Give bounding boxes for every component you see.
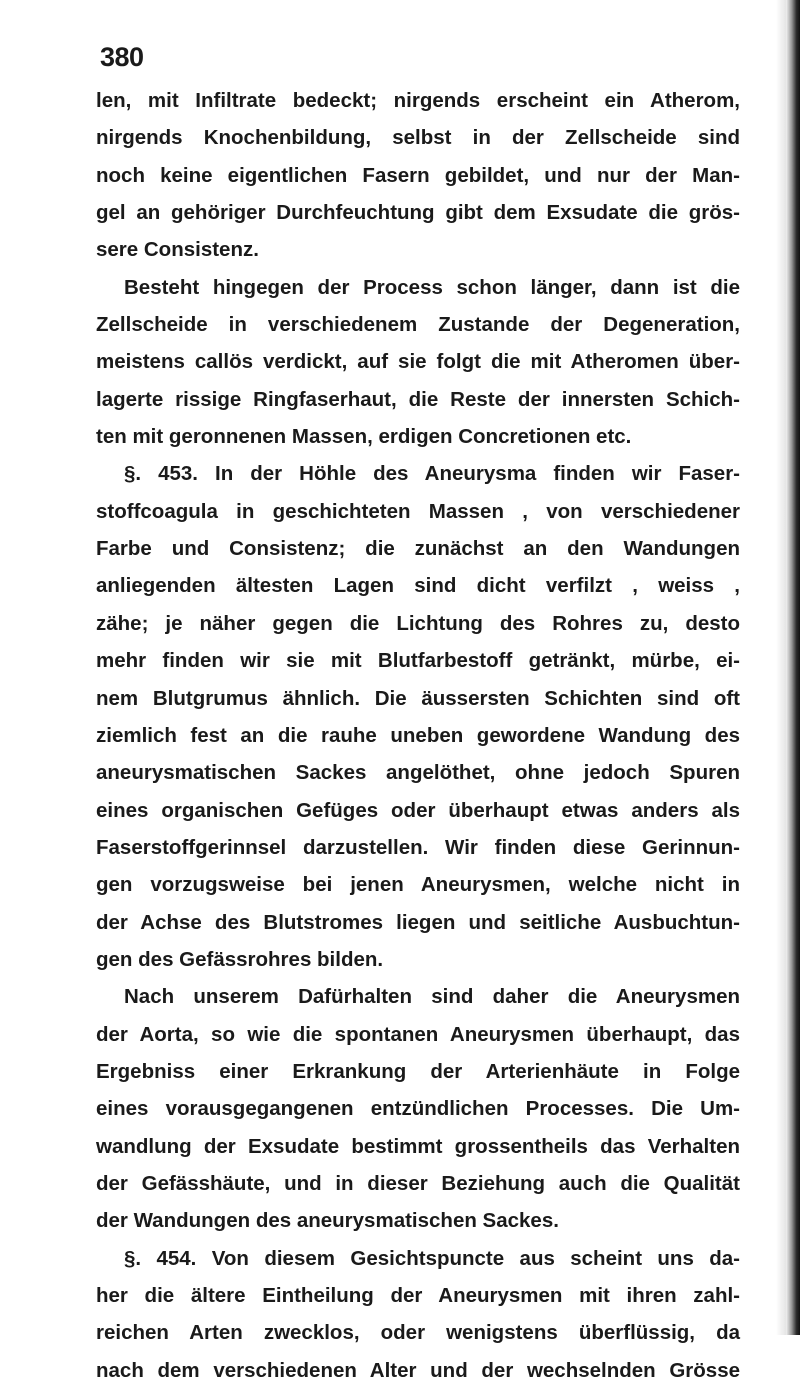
- text-line: gen vorzugsweise bei jenen Aneurysmen, welche nicht in: [96, 873, 740, 897]
- text-line: anliegenden ältesten Lagen sind dicht verfilzt , weiss ,: [96, 574, 740, 598]
- text-line: ten mit geronnenen Massen, erdigen Concretionen etc.: [96, 425, 632, 449]
- text-line: Zellscheide in verschiedenem Zustande der Degeneration,: [96, 313, 740, 337]
- text-line: aneurysmatischen Sackes angelöthet, ohne jedoch Spuren: [96, 761, 740, 785]
- text-line: Ergebniss einer Erkrankung der Arterienhäute in Folge: [96, 1059, 740, 1083]
- text-line: nach dem verschiedenen Alter und der wechselnden Grösse: [96, 1358, 740, 1382]
- text-line: der Aorta, so wie die spontanen Aneurysmen überhaupt, das: [96, 1022, 740, 1046]
- text-line: stoffcoagula in geschichteten Massen , von verschiedener: [96, 499, 740, 523]
- text-line: Faserstoffgerinnsel darzustellen. Wir finden diese Gerinnun-: [96, 835, 740, 859]
- text-line: §. 453. In der Höhle des Aneurysma finden wir Faser-: [124, 462, 740, 486]
- text-line: eines organischen Gefüges oder überhaupt etwas anders als: [96, 798, 740, 822]
- text-line: gel an gehöriger Durchfeuchtung gibt dem Exsudate die grös-: [96, 201, 740, 225]
- binding-shadow: [776, 0, 786, 1335]
- text-line: meistens callös verdickt, auf sie folgt die mit Atheromen über-: [96, 350, 740, 374]
- text-line: Nach unserem Dafürhalten sind daher die Aneurysmen: [124, 985, 740, 1009]
- text-line: Besteht hingegen der Process schon länger, dann ist die: [124, 275, 740, 299]
- page-number: 380: [100, 42, 144, 72]
- body-text: [96, 82, 740, 1389]
- text-line: nirgends Knochenbildung, selbst in der Zellscheide sind: [96, 126, 740, 150]
- text-line: §. 454. Von diesem Gesichtspuncte aus scheint uns da-: [124, 1246, 740, 1270]
- text-line: wandlung der Exsudate bestimmt grossentheils das Verhalten: [96, 1134, 740, 1158]
- page-binding-edge: [786, 0, 800, 1335]
- text-line: Farbe und Consistenz; die zunächst an den Wandungen: [96, 537, 740, 561]
- text-line: her die ältere Eintheilung der Aneurysmen mit ihren zahl-: [96, 1284, 740, 1307]
- text-line: der Achse des Blutstromes liegen und seitliche Ausbuchtun-: [96, 910, 740, 934]
- text-line: eines vorausgegangenen entzündlichen Processes. Die Um-: [96, 1097, 740, 1121]
- text-line: gen des Gefässrohres bilden.: [96, 947, 384, 971]
- text-line: der Gefässhäute, und in dieser Beziehung auch die Qualität: [96, 1171, 740, 1195]
- text-line: sere Consistenz.: [96, 238, 259, 262]
- text-line: zähe; je näher gegen die Lichtung des Rohres zu, desto: [96, 611, 740, 635]
- text-line: der Wandungen des aneurysmatischen Sackes.: [96, 1209, 559, 1233]
- text-line: noch keine eigentlichen Fasern gebildet, und nur der Man-: [96, 163, 740, 187]
- text-line: ziemlich fest an die rauhe uneben gewordene Wandung des: [96, 723, 740, 747]
- text-line: mehr finden wir sie mit Blutfarbestoff getränkt, mürbe, ei-: [96, 649, 740, 673]
- text-line: nem Blutgrumus ähnlich. Die äussersten Schichten sind oft: [96, 686, 740, 710]
- text-line: len, mit Infiltrate bedeckt; nirgends erscheint ein Atherom,: [96, 89, 740, 112]
- text-line: lagerte rissige Ringfaserhaut, die Reste der innersten Schich-: [96, 387, 740, 411]
- text-line: reichen Arten zwecklos, oder wenigstens überflüssig, da: [96, 1321, 740, 1345]
